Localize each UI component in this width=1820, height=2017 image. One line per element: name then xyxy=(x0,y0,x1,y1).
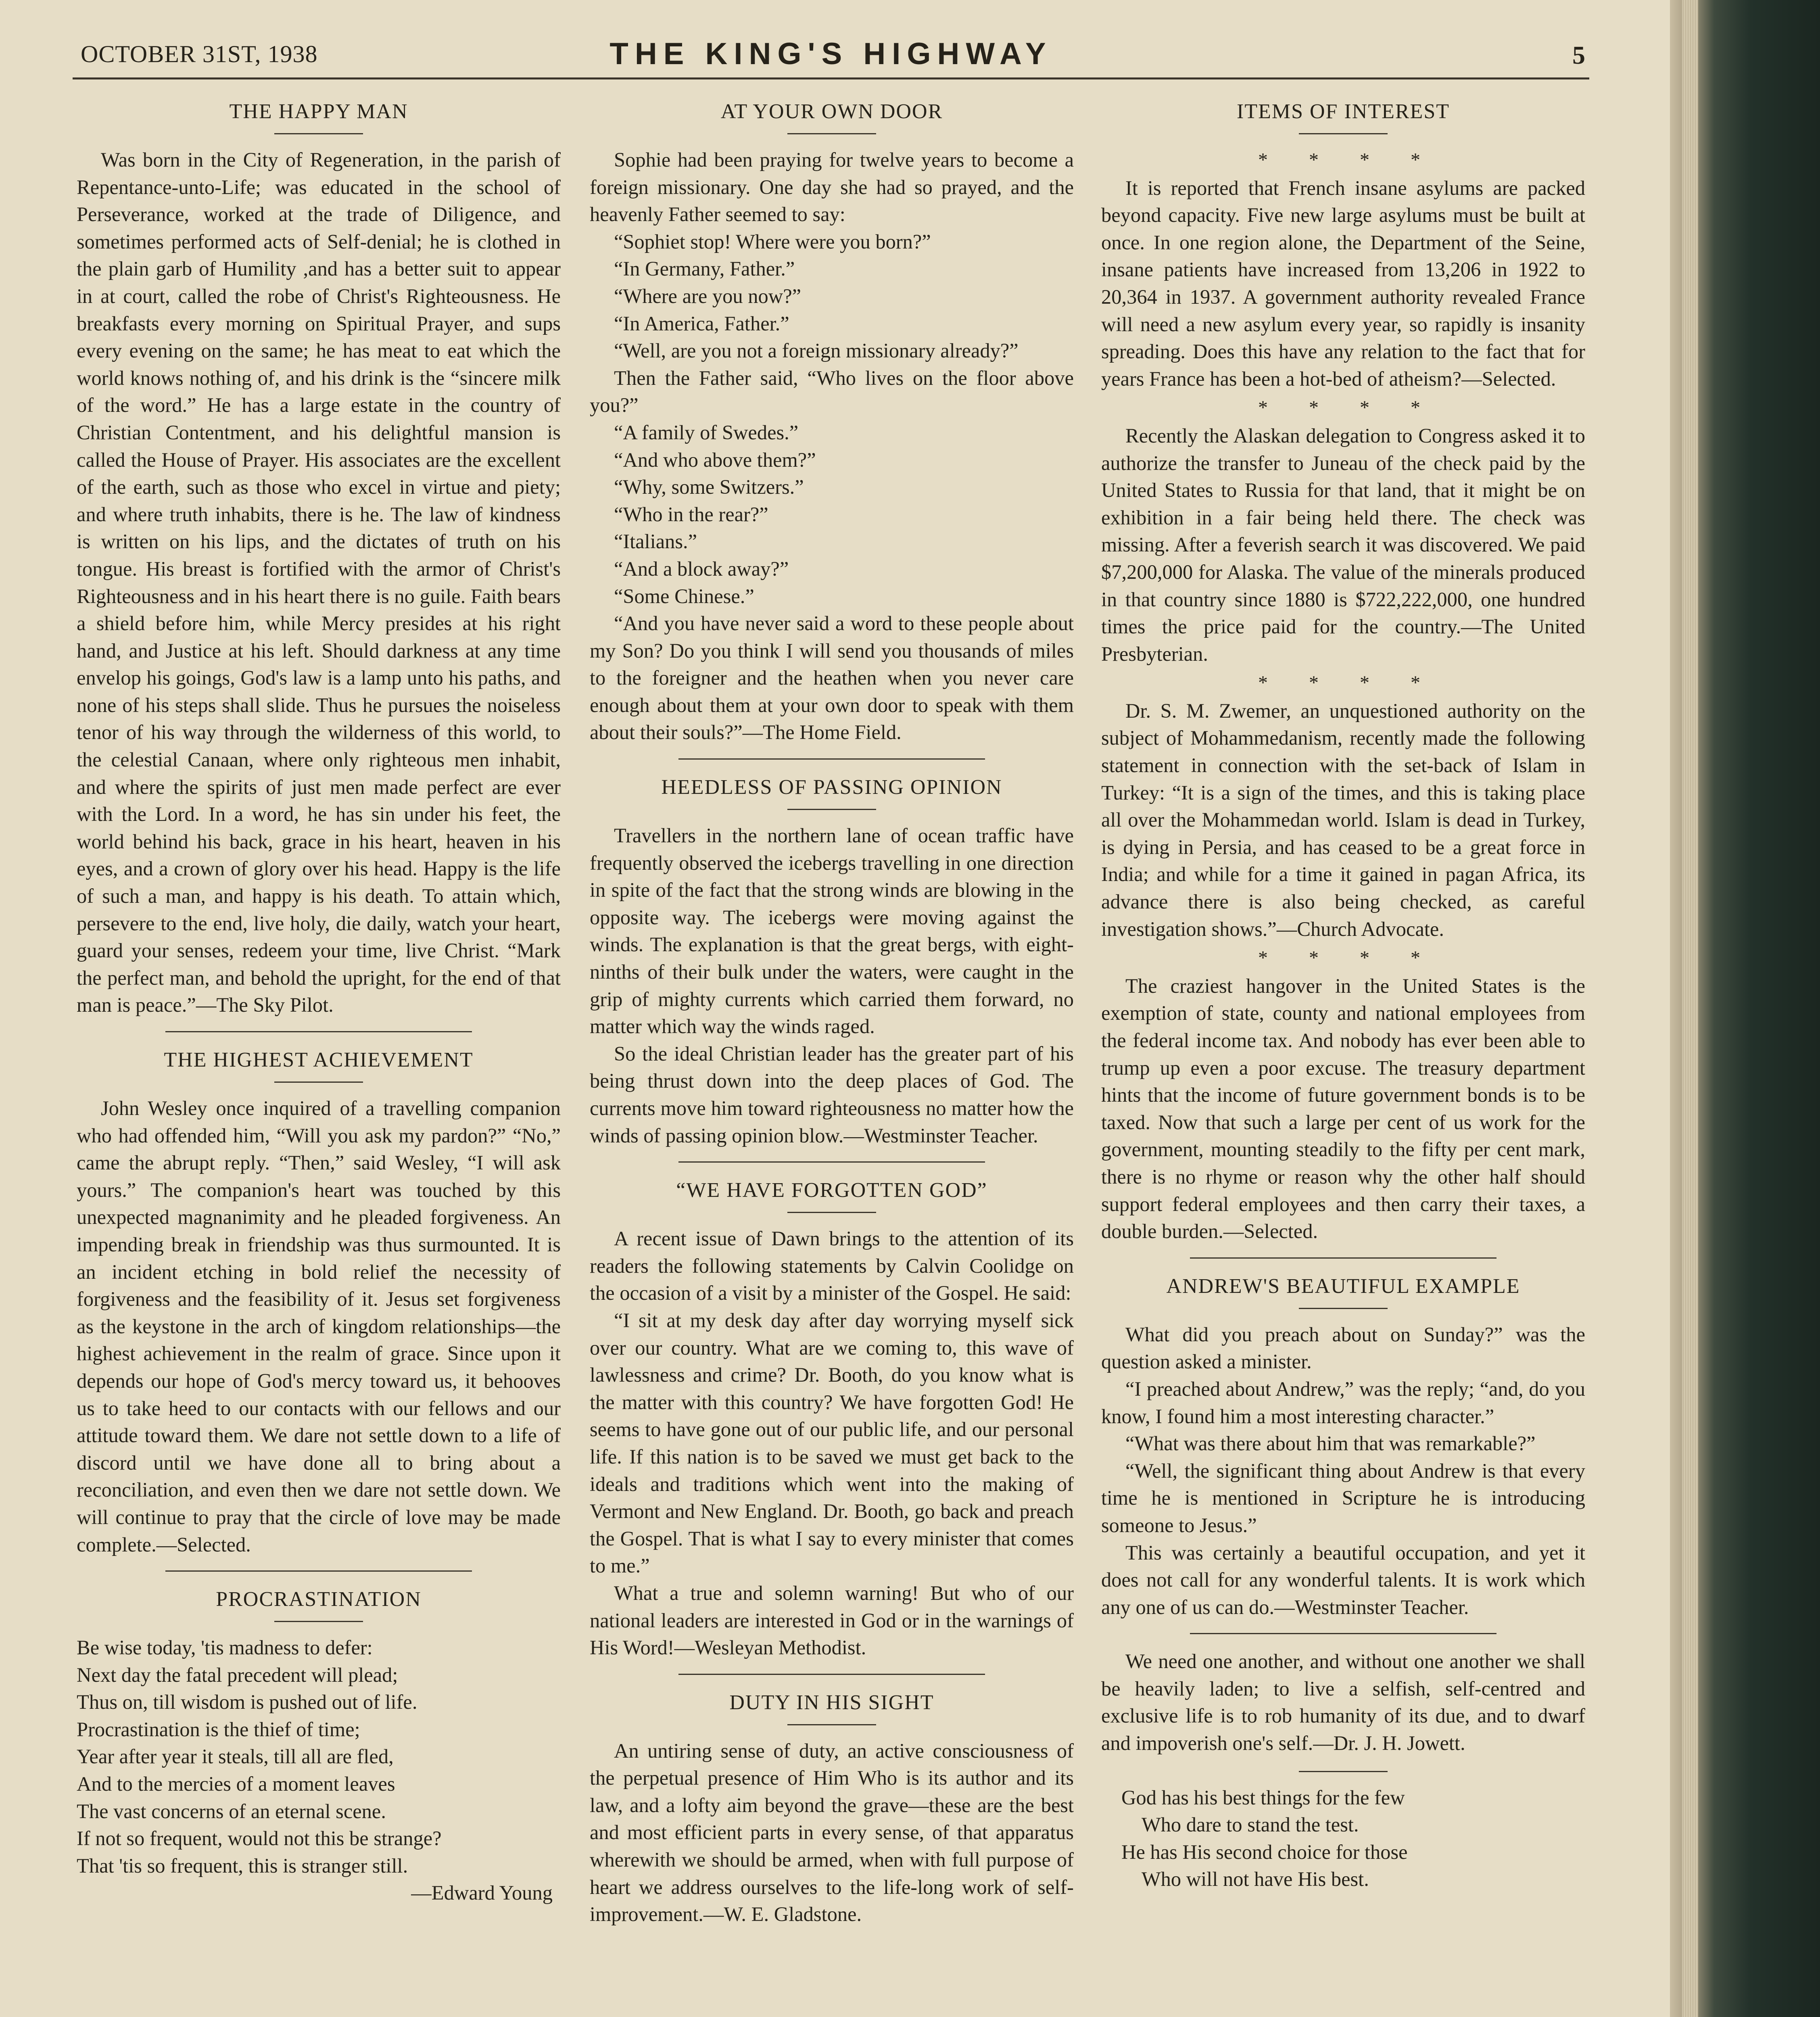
paragraph: “Some Chinese.” xyxy=(614,585,754,608)
page-edges xyxy=(1682,0,1698,2017)
section-divider xyxy=(1190,1257,1496,1259)
poem-line: Who will not have His best. xyxy=(1142,1868,1369,1891)
title-rule xyxy=(274,133,363,134)
paragraph: What a true and solemn warning! But who of our national leaders are interested in God or in the warnings of His Word!—Wesleyan Methodist. xyxy=(590,1581,1074,1659)
poem-title-procrastination: PROCRASTINATION xyxy=(216,1588,422,1611)
star-separator: * * * * xyxy=(1258,947,1428,969)
poem-line: That 'tis so frequent, this is stranger still. xyxy=(77,1854,408,1877)
article-title-duty: DUTY IN HIS SIGHT xyxy=(729,1691,934,1714)
article-body-duty: An untiring sense of duty, an active consciousness of the perpetual presence of Him Who is its author and its law, and a lofty aim beyond the grave—these are the best and most efficient parts in every sense, of that apparatus wherewith we should be armed, when with full purpose of heart we address ourselves to the life-long work of self-improvement.—W. E. Gladstone. xyxy=(590,1739,1074,1926)
paragraph: Recently the Alaskan delegation to Congress asked it to authorize the transfer to Juneau of the check paid by the United States to Russia for that land, that it might be on exhibition in a fair being held there. The check was missing. After a feverish search it was discovered. We paid $7,200,000 for Alaska. The value of the minerals produced in that country since 1880 is $722,222,000, one hundred times the price paid for the country.—The United Presbyterian. xyxy=(1101,424,1585,665)
magazine-title: THE KING'S HIGHWAY xyxy=(609,37,1052,71)
paragraph: “A family of Swedes.” xyxy=(614,421,799,444)
paragraph: “And a block away?” xyxy=(614,557,789,580)
star-separator: * * * * xyxy=(1258,149,1428,171)
title-rule xyxy=(274,1082,363,1083)
paragraph: Dr. S. M. Zwemer, an unquestioned authority on the subject of Mohammedanism, recently made the following statement in connection with the set-back of Islam in Turkey: “It is a sign of the times, and this is taking place all over the Mohammedan world. Islam is dead in Turkey, is dying in Persia, and has ceased to be a great force in India; and while for a time it gained in pagan Africa, its advance there is also being checked, as careful investigation shows.”—Church Advocate. xyxy=(1101,699,1585,940)
paragraph: “In America, Father.” xyxy=(614,312,789,335)
paragraph: What did you preach about on Sunday?” was the question asked a minister. xyxy=(1101,1323,1585,1373)
title-rule xyxy=(787,133,876,134)
paragraph: “And you have never said a word to these people about my Son? Do you think I will send you thousands of miles to the foreigner and the heathen when you never care enough about them at your own door to speak with them about their souls?”—The Home Field. xyxy=(590,612,1074,744)
short-divider xyxy=(1299,1771,1388,1772)
column-3 xyxy=(1101,93,1585,1893)
column-1 xyxy=(77,93,561,1907)
paragraph: “Who in the rear?” xyxy=(614,503,768,526)
article-title-own-door: AT YOUR OWN DOOR xyxy=(720,100,943,123)
paragraph-need-one-another: We need one another, and without one another we shall be heavily laden; to live a selfish, self-centred and exclusive life is to rob humanity of its due, and to dwarf and impoverish one's self.—Dr. J. H. Jowett. xyxy=(1101,1650,1585,1755)
paragraph: The craziest hangover in the United States is the exemption of state, county and national employees from the federal income tax. And nobody has ever been able to trump up even a poor excuse. The treasury department hints that the income of future government bonds is to be taxed. Now that such a large per cent of us work for the government, mounting steadily to the fifty per cent mark, there is no rhyme or reason why the other half should support federal employees and then carry their taxes, a double burden.—Selected. xyxy=(1101,974,1585,1243)
paragraph: “In Germany, Father.” xyxy=(614,257,795,280)
poem-line: Procrastination is the thief of time; xyxy=(77,1718,360,1741)
section-divider xyxy=(165,1031,472,1032)
paragraph: So the ideal Christian leader has the greater part of his being thrust down into the deep places of God. The currents move him toward righteousness no matter how the winds of passing opinion blow.—Westminster Teacher. xyxy=(590,1042,1074,1147)
paragraph: “Why, some Switzers.” xyxy=(614,476,804,499)
header-rule xyxy=(73,77,1589,79)
section-divider xyxy=(678,1674,985,1675)
issue-date: OCTOBER 31ST, 1938 xyxy=(81,41,318,67)
poem-line: Thus on, till wisdom is pushed out of life. xyxy=(77,1691,417,1714)
poem-line: Next day the fatal precedent will plead; xyxy=(77,1663,398,1686)
title-rule xyxy=(787,1724,876,1725)
page-header xyxy=(73,37,1589,77)
poem-line: He has His second choice for those xyxy=(1121,1840,1408,1863)
article-title-happy-man: THE HAPPY MAN xyxy=(229,100,408,123)
title-rule xyxy=(1299,1308,1388,1309)
section-divider xyxy=(165,1570,472,1572)
poem-line: Who dare to stand the test. xyxy=(1142,1813,1359,1836)
book-binding xyxy=(1670,0,1820,2017)
section-divider xyxy=(1190,1633,1496,1634)
title-rule xyxy=(1299,133,1388,134)
article-title-forgotten-god: “WE HAVE FORGOTTEN GOD” xyxy=(676,1179,987,1202)
star-separator: * * * * xyxy=(1258,672,1428,694)
paragraph: Then the Father said, “Who lives on the floor above you?” xyxy=(590,366,1074,417)
paragraph: “And who above them?” xyxy=(614,448,816,471)
article-title-highest-achievement: THE HIGHEST ACHIEVEMENT xyxy=(164,1048,474,1071)
poem-line: And to the mercies of a moment leaves xyxy=(77,1773,395,1796)
poem-line: Year after year it steals, till all are fled, xyxy=(77,1745,394,1768)
paragraph: Sophie had been praying for twelve years to become a foreign missionary. One day she had so prayed, and the heavenly Father seemed to say: xyxy=(590,148,1074,226)
title-rule xyxy=(274,1621,363,1622)
poem-best-things xyxy=(1121,1784,1585,1893)
paragraph: “Well, the significant thing about Andrew is that every time he is mentioned in Scripture he is introducing someone to Jesus.” xyxy=(1101,1459,1585,1537)
poem-attribution: —Edward Young xyxy=(411,1881,553,1904)
paragraph: This was certainly a beautiful occupation, and yet it does not call for any wonderful talents. It is work which any one of us can do.—Westminster Teacher. xyxy=(1101,1541,1585,1618)
paragraph: “Italians.” xyxy=(614,530,697,553)
paragraph: “Sophiet stop! Where were you born?” xyxy=(614,230,931,253)
section-divider xyxy=(678,758,985,760)
paragraph: “What was there about him that was remarkable?” xyxy=(1125,1432,1536,1455)
poem-procrastination xyxy=(77,1634,561,1879)
page-number: 5 xyxy=(1572,41,1585,69)
paragraph: “Where are you now?” xyxy=(614,284,801,307)
paragraph: It is reported that French insane asylums are packed beyond capacity. Five new large asylums must be built at once. In one region alone, the Department of the Seine, insane patients have increased from 13,206 in 1922 to 20,364 in 1937. A government authority revealed France will need a new asylum every year, so rapidly is insanity spreading. Does this have any relation to the fact that for years France has been a hot-bed of atheism?—Selected. xyxy=(1101,176,1585,390)
poem-line: Be wise today, 'tis madness to defer: xyxy=(77,1636,373,1659)
title-rule xyxy=(787,809,876,810)
article-body-happy-man: Was born in the City of Regeneration, in the parish of Repentance-unto-Life; was educated in the school of Perseverance, worked at the trade of Diligence, and sometimes performed acts of Self-denial; he is clothed in the plain garb of Humility ,and has a better suit to appear in at court, called the robe of Christ's Righteousness. He breakfasts every morning on Spiritual Prayer, and sups every evening on the same; he has meat to eat which the world knows nothing of, and his drink is the “sincere milk of the word.” He has a large estate in the country of Christian Contentment, and his delightful mansion is called the House of Prayer. His associates are the excellent of the earth, such as those who excel in virtue and piety; and where truth inhabits, there is he. The law of kindness is written on his lips, and the dictates of truth on his tongue. His breast is fortified with the armor of Christ's Righteousness and in his heart there is no guile. Faith bears a shield before him, while Mercy presides at his right hand, and Justice at his left. Should darkness at any time envelop his goings, God's law is a lamp unto his paths, and none of his steps shall slide. Thus he pursues the noiseless tenor of his way through the wilderness of this world, to the celestial Canaan, where only righteous men inhabit, and where the spirits of just men made perfect are ever with the Lord. In a word, he has sin under his feet, the world behind his back, grace in his heart, heaven in his eyes, and a crown of glory over his head. Happy is the life of such a man, and happy is his death. To attain which, persevere to the end, live holy, die daily, watch your heart, guard your senses, redeem your time, live Christ. “Mark the perfect man, and behold the upright, for the end of that man is peace.”—The Sky Pilot. xyxy=(77,148,561,1017)
article-title-items: ITEMS OF INTEREST xyxy=(1237,100,1450,123)
title-rule xyxy=(787,1212,876,1213)
paragraph: “I sit at my desk day after day worrying myself sick over our country. What are we coming to, this wave of lawlessness and crime? Dr. Booth, do you know what is the matter with this country? We have forgotten God! He seems to have gone out of our public life, and our personal life. If this nation is to be saved we must get back to the ideals and traditions which went into the making of Vermont and New England. Dr. Booth, go back and preach the Gospel. That is what I say to every minister that comes to me.” xyxy=(590,1309,1074,1577)
article-title-heedless: HEEDLESS OF PASSING OPINION xyxy=(661,776,1002,799)
paragraph: “Well, are you not a foreign missionary already?” xyxy=(614,339,1019,362)
poem-line: If not so frequent, would not this be strange? xyxy=(77,1827,442,1850)
star-separator: * * * * xyxy=(1258,397,1428,419)
poem-line: God has his best things for the few xyxy=(1121,1786,1405,1809)
paragraph: A recent issue of Dawn brings to the attention of its readers the following statements by Calvin Coolidge on the occasion of a visit by a minister of the Gospel. He said: xyxy=(590,1227,1074,1305)
section-divider xyxy=(678,1161,985,1163)
paragraph: “I preached about Andrew,” was the reply; “and, do you know, I found him a most interesting character.” xyxy=(1101,1377,1585,1428)
article-title-andrew: ANDREW'S BEAUTIFUL EXAMPLE xyxy=(1166,1274,1520,1298)
poem-line: The vast concerns of an eternal scene. xyxy=(77,1800,386,1823)
paragraph: Travellers in the northern lane of ocean traffic have frequently observed the icebergs travelling in one direction in spite of the fact that the strong winds are blowing in the opposite way. The icebergs were moving against the winds. The explanation is that the great bergs, with eight-ninths of their bulk under the waters, were caught in the grip of mighty currents which carried them forward, no matter which way the winds raged. xyxy=(590,824,1074,1038)
article-body-highest-achievement: John Wesley once inquired of a travelling companion who had offended him, “Will you ask my pardon?” “No,” came the abrupt reply. “Then,” said Wesley, “I will ask yours.” The companion's heart was touched by this unexpected magnanimity and he pleaded forgiveness. An impending break in friendship was thus surmounted. It is an incident etching in bold relief the necessity of forgiveness and the feasibility of it. Jesus set forgiveness as the keystone in the arch of kingdom relationships—the highest achievement in the realm of grace. Since upon it depends our hope of God's mercy toward us, it behooves us to take heed to our contacts with our fellows and our attitude toward them. We dare not settle down to a life of discord until we have done all to bring about a reconciliation, and even then we dare not settle down. We will continue to pray that the circle of love may be made complete.—Selected. xyxy=(77,1097,561,1556)
column-2 xyxy=(590,93,1074,1928)
